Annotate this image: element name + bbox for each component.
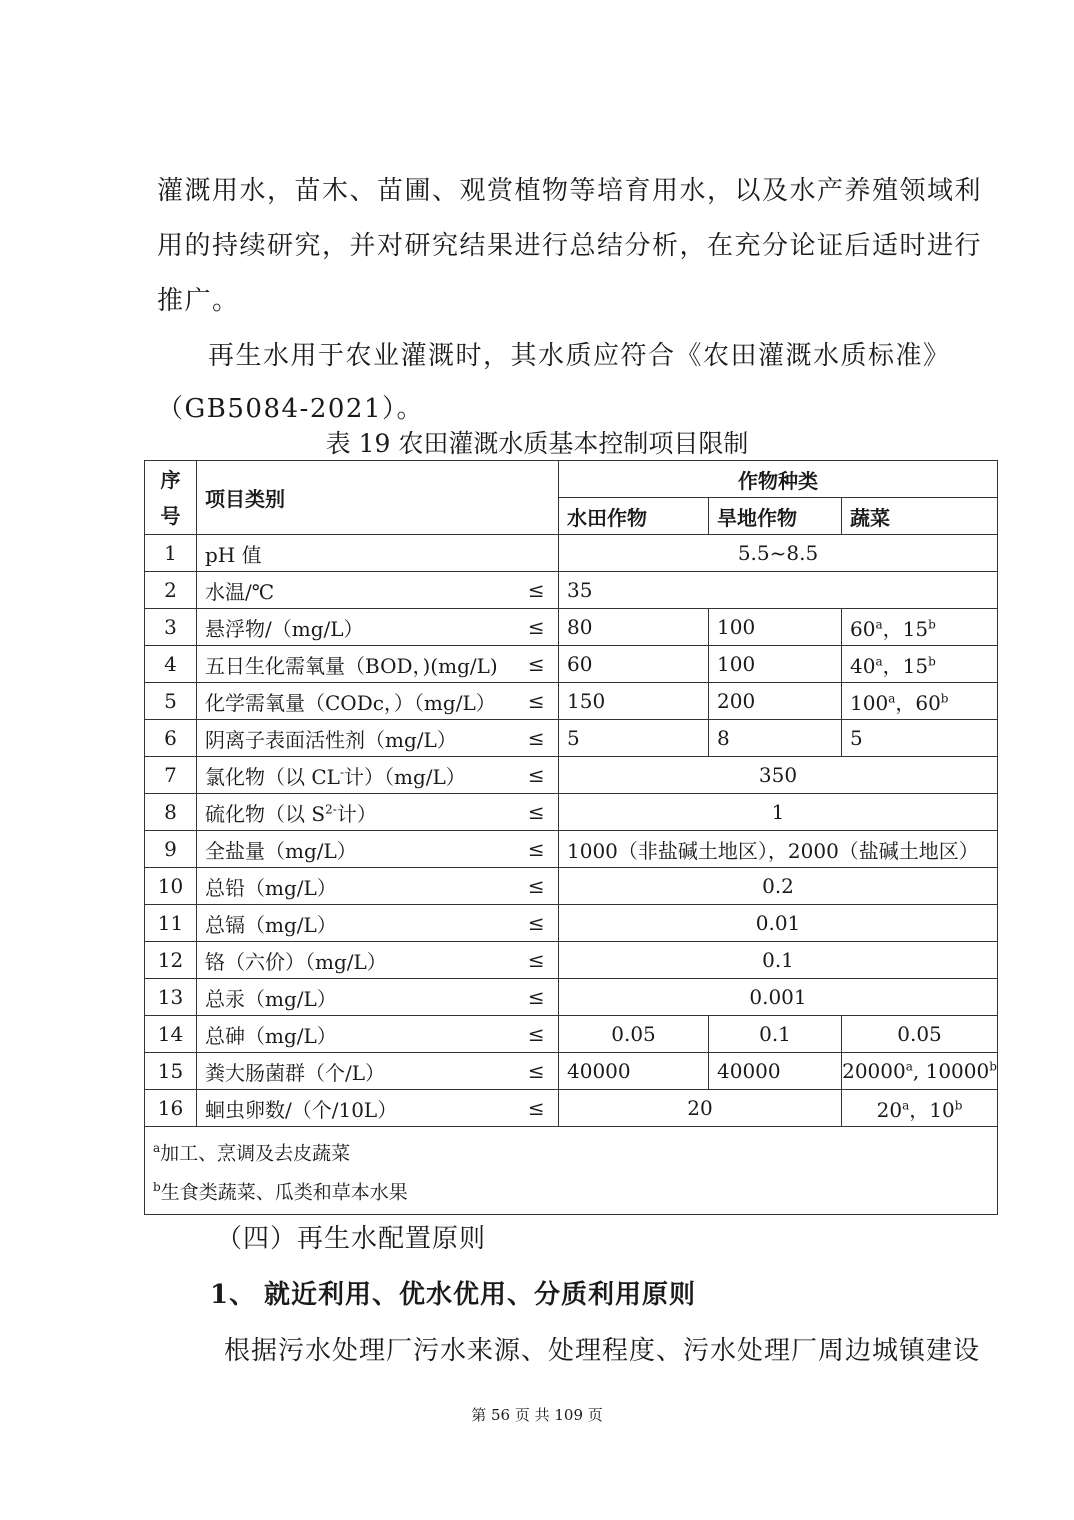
header-paddy: 水田作物 <box>559 498 709 535</box>
table-row <box>145 905 998 942</box>
cell-le: ≤ <box>515 646 559 683</box>
veg-value-2: ，15 <box>882 653 929 678</box>
table-notes <box>145 1127 998 1215</box>
cell-dry: 100 <box>709 609 842 646</box>
veg-value: 40 <box>850 653 876 678</box>
intro-line-3: 推广。 <box>157 286 240 316</box>
cell-item: 悬浮物/（mg/L） <box>197 609 515 646</box>
table-notes-row <box>145 1127 998 1215</box>
cell-paddy: 40000 <box>559 1053 709 1090</box>
cell-paddy: 80 <box>559 609 709 646</box>
cell-item: 总汞（mg/L） <box>197 979 515 1016</box>
cell-item: 蛔虫卵数/（个/10L） <box>197 1090 515 1127</box>
footnote-mark: a <box>905 1059 913 1074</box>
cell-value-merged: 5.5~8.5 <box>559 535 998 572</box>
intro-line-4: 再生水用于农业灌溉时，其水质应符合《农田灌溉水质标准》 <box>208 341 951 371</box>
cell-le: ≤ <box>515 831 559 868</box>
footnote-mark: b <box>928 616 936 631</box>
cell-no: 4 <box>145 646 197 683</box>
cell-no: 6 <box>145 720 197 757</box>
cell-value-merged: 0.001 <box>559 979 998 1016</box>
cell-no: 2 <box>145 572 197 609</box>
water-quality-table <box>144 460 998 1215</box>
cell-item: 化学需氧量（CODc，）（mg/L） <box>197 683 515 720</box>
table-row <box>145 572 998 609</box>
veg-value: 20000 <box>842 1059 906 1083</box>
cell-no: 16 <box>145 1090 197 1127</box>
cell-dry: 100 <box>709 646 842 683</box>
veg-value: 60 <box>850 616 876 641</box>
table-row <box>145 720 998 757</box>
cell-le: ≤ <box>515 757 559 794</box>
table-row <box>145 794 998 831</box>
cell-value-merged: 0.1 <box>559 942 998 979</box>
cell-veg <box>842 1090 998 1127</box>
cell-item: 总砷（mg/L） <box>197 1016 515 1053</box>
cell-no: 3 <box>145 609 197 646</box>
cell-le: ≤ <box>515 683 559 720</box>
table-header-row <box>145 461 998 498</box>
intro-line-2: 用的持续研究，并对研究结果进行总结分析，在充分论证后适时进行 <box>157 231 983 261</box>
cell-le: ≤ <box>515 942 559 979</box>
ion-charge: - <box>339 764 345 779</box>
cell-le: ≤ <box>515 794 559 831</box>
cell-no: 9 <box>145 831 197 868</box>
cell-item: 全盐量（mg/L） <box>197 831 515 868</box>
cell-le: ≤ <box>515 905 559 942</box>
cell-veg <box>842 646 998 683</box>
cell-veg <box>842 609 998 646</box>
table-row <box>145 1090 998 1127</box>
intro-line-1: 灌溉用水，苗木、苗圃、观赏植物等培育用水，以及水产养殖领域利 <box>157 176 983 206</box>
veg-value-2: ，10 <box>909 1097 955 1122</box>
item-text: 硫化物（以 S <box>205 801 326 826</box>
body-text: 根据污水处理厂污水来源、处理程度、污水处理厂周边城镇建设 <box>224 1336 981 1366</box>
footnote-mark: a <box>888 690 896 705</box>
veg-value: 5 <box>850 726 863 750</box>
cell-paddy: 60 <box>559 646 709 683</box>
item-text: 计）（mg/L） <box>344 764 466 789</box>
veg-value-2: ，15 <box>882 616 929 641</box>
cell-paddy: 0.05 <box>559 1016 709 1053</box>
table-row <box>145 757 998 794</box>
subsection-number: 1、 <box>210 1280 257 1310</box>
footnote-text: 生食类蔬菜、瓜类和草本水果 <box>160 1181 408 1204</box>
cell-value-merged: 1 <box>559 794 998 831</box>
table-row <box>145 979 998 1016</box>
cell-no: 1 <box>145 535 197 572</box>
cell-le: ≤ <box>515 1090 559 1127</box>
table-row <box>145 609 998 646</box>
intro-line-5: （GB5084-2021）。 <box>157 394 424 424</box>
cell-item: 总铅（mg/L） <box>197 868 515 905</box>
cell-le: ≤ <box>515 720 559 757</box>
cell-item: 铬（六价）（mg/L） <box>197 942 515 979</box>
cell-le: ≤ <box>515 609 559 646</box>
cell-paddy-dry: 20 <box>559 1090 842 1127</box>
table-row <box>145 535 998 572</box>
footnote-b <box>153 1170 989 1209</box>
cell-no: 8 <box>145 794 197 831</box>
section-heading: （四）再生水配置原则 <box>216 1224 487 1254</box>
cell-no: 10 <box>145 868 197 905</box>
header-veg: 蔬菜 <box>842 498 998 535</box>
header-item: 项目类别 <box>197 461 559 535</box>
cell-value-merged: 0.2 <box>559 868 998 905</box>
cell-le: ≤ <box>515 572 559 609</box>
table-row <box>145 1016 998 1053</box>
cell-paddy: 150 <box>559 683 709 720</box>
cell-dry: 40000 <box>709 1053 842 1090</box>
header-crop: 作物种类 <box>559 461 998 498</box>
cell-value-merged: 1000（非盐碱土地区），2000（盐碱土地区） <box>559 831 998 868</box>
header-no: 序号 <box>145 461 197 535</box>
cell-item <box>197 757 515 794</box>
cell-veg <box>842 1053 998 1090</box>
cell-no: 15 <box>145 1053 197 1090</box>
cell-value-merged: 35 <box>559 572 998 609</box>
footnote-text: 加工、烹调及去皮蔬菜 <box>160 1142 351 1165</box>
cell-veg <box>842 683 998 720</box>
cell-item <box>197 794 515 831</box>
cell-item: 水温/℃ <box>197 572 515 609</box>
footnote-mark: a <box>153 1141 161 1155</box>
table-row <box>145 683 998 720</box>
cell-item: 五日生化需氧量（BOD，)(mg/L) <box>197 646 515 683</box>
footnote-mark: a <box>902 1097 910 1112</box>
cell-dry: 0.1 <box>709 1016 842 1053</box>
veg-value: 100 <box>850 690 889 715</box>
table-row <box>145 831 998 868</box>
cell-no: 5 <box>145 683 197 720</box>
cell-item: 粪大肠菌群（个/L） <box>197 1053 515 1090</box>
footnote-mark: a <box>875 653 883 668</box>
cell-veg <box>842 720 998 757</box>
table-row <box>145 868 998 905</box>
cell-no: 12 <box>145 942 197 979</box>
veg-value-2: , 10000 <box>912 1059 990 1083</box>
cell-veg: 0.05 <box>842 1016 998 1053</box>
footnote-mark: a <box>875 616 883 631</box>
footnote-mark: b <box>989 1059 997 1074</box>
table-row <box>145 646 998 683</box>
table-row <box>145 942 998 979</box>
footnote-mark: b <box>153 1180 161 1195</box>
table-row <box>145 1053 998 1090</box>
cell-item: pH 值 <box>197 535 515 572</box>
cell-le <box>515 535 559 572</box>
cell-paddy: 5 <box>559 720 709 757</box>
ion-charge: 2- <box>325 801 337 816</box>
cell-no: 11 <box>145 905 197 942</box>
page-footer: 第 56 页 共 109 页 <box>471 1406 603 1424</box>
cell-item: 总镉（mg/L） <box>197 905 515 942</box>
cell-no: 13 <box>145 979 197 1016</box>
footnote-mark: b <box>954 1097 963 1112</box>
subsection-title: 就近利用、优水优用、分质利用原则 <box>264 1280 697 1310</box>
footnote-a <box>153 1131 989 1170</box>
cell-value-merged: 0.01 <box>559 905 998 942</box>
cell-value-merged: 350 <box>559 757 998 794</box>
cell-no: 14 <box>145 1016 197 1053</box>
cell-dry: 200 <box>709 683 842 720</box>
header-dry: 旱地作物 <box>709 498 842 535</box>
footnote-mark: b <box>940 690 949 705</box>
footnote-mark: b <box>928 653 936 668</box>
cell-dry: 8 <box>709 720 842 757</box>
cell-le: ≤ <box>515 1053 559 1090</box>
veg-value-2: ，60 <box>895 690 941 715</box>
item-text: 计） <box>336 801 377 826</box>
cell-le: ≤ <box>515 1016 559 1053</box>
cell-le: ≤ <box>515 979 559 1016</box>
item-text: 氯化物（以 CL <box>205 764 340 789</box>
table-caption: 表 19 农田灌溉水质基本控制项目限制 <box>325 429 749 458</box>
veg-value: 20 <box>876 1097 903 1122</box>
cell-le: ≤ <box>515 868 559 905</box>
cell-item: 阴离子表面活性剂（mg/L） <box>197 720 515 757</box>
cell-no: 7 <box>145 757 197 794</box>
